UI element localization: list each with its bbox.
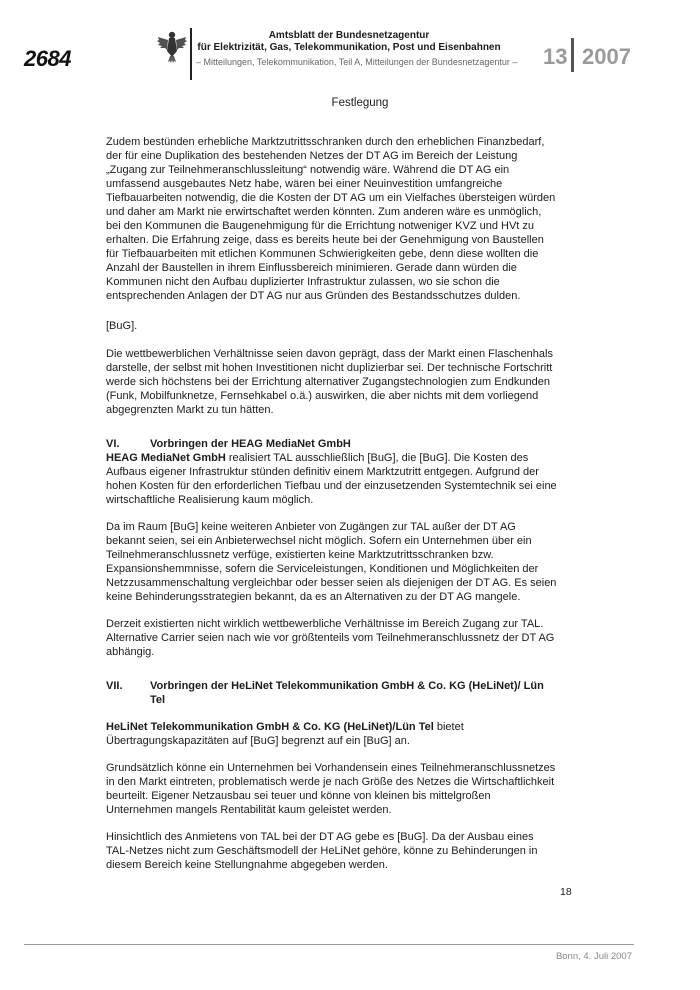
section-heading-vi bbox=[106, 437, 558, 451]
footer-date: Bonn, 4. Juli 2007 bbox=[555, 951, 632, 962]
paragraph: Da im Raum [BuG] keine weiteren Anbieter von Zugängen zur TAL außer der DT AG bekannt seien, sei ein Anbieterwechsel nicht möglich. Sofern ein Unternehmen über ein Teilnehmeranschlussnetz verfüge, existierten keine Marktzutrittsschranken bzw. Expansionshemmnisse, sofern die Serviceleistungen, Konditionen und Möglichkeiten der Netzzusammenschaltung vergleichbar oder besser seien als diejenigen der DT AG. Es seien keine Behinderungsstrategien bekannt, da es an Alternativen zu der DT AG mangele. bbox=[106, 521, 557, 603]
heading-text: Vorbringen der HeLiNet Telekommunikation GmbH & Co. KG (HeLiNet)/ Lün Tel bbox=[150, 680, 544, 706]
paragraph bbox=[106, 720, 558, 748]
paragraph-text: bietet Übertragungskapazitäten auf [BuG] begrenzt auf ein [BuG] an. bbox=[106, 721, 464, 747]
heading-number: VI. bbox=[106, 438, 120, 450]
paragraph: Die wettbewerblichen Verhältnisse seien davon geprägt, dass der Markt einen Flaschenhals darstelle, der selbst mit hohen Investitionen nicht duplizierbar sei. Der technische Fortschritt werde sich höchstens bei der Errichtung alternativer Zugangstechnologien zum Endkunden (Funk, Mobilfunknetze, Fernsehkabel o.ä.) auswirken, die aber nichts mit dem vorliegend abgegrenzten Markt zu tun hätten. bbox=[106, 348, 553, 416]
section-heading-vii bbox=[106, 679, 558, 707]
paragraph: Hinsichtlich des Anmietens von TAL bei der DT AG gebe es [BuG]. Da der Ausbau eines TAL-Netzes nicht zum Geschäftsmodell der HeLiNet gehöre, könne zu Behinderungen in diesem Bereich keine Stellungnahme abgegeben werden. bbox=[106, 831, 538, 871]
header-divider bbox=[190, 28, 192, 80]
company-name: HEAG MediaNet GmbH bbox=[106, 452, 226, 464]
issue-divider bbox=[571, 38, 574, 72]
page-number: 2684 bbox=[24, 46, 71, 71]
paragraph: [BuG]. bbox=[106, 320, 138, 332]
heading-number: VII. bbox=[106, 680, 123, 692]
journal-title: Amtsblatt der Bundesnetzagentur bbox=[268, 30, 430, 41]
page-index: 18 bbox=[560, 886, 572, 898]
paragraph: Zudem bestünden erhebliche Marktzutrittsschranken durch den erheblichen Finanzbedarf, der für eine Duplikation des bestehenden Netzes der DT AG im Bereich der Leistung „Zugang zur Teilnehmeranschlussleitung“ notwendig wäre. Während die DT AG ein umfassend ausgebautes Netz habe, wären bei einer Neuinvestition umfangreiche Tiefbauarbeiten notwendig, die die Kosten der DT AG um ein Vielfaches übersteigen würden und daher am Markt nie erwirtschaftet werden könnten. Zum anderen wäre es unmöglich, bei den Kommunen die Baugenehmigung für die Errichtung notweniger KVZ und HVt zu erhalten. Die Erfahrung zeige, dass es bereits heute bei der Genehmigung von Baustellen für Tiefbauarbeiten mit etlichen Kommunen Schwierigkeiten gebe, denn diese wollten die Anzahl der Baustellen in ihrem Einflussbereich minimieren. Gerade dann würden die Kommunen nicht den Aufbau duplizierter Infrastruktur zulassen, wo sie schon die entsprechenden Anlagen der DT AG nur aus Gründen des Bestandsschutzes dulden. bbox=[106, 136, 556, 302]
issue-number: 13 bbox=[543, 44, 568, 69]
paragraph: Derzeit existierten nicht wirklich wettbewerbliche Verhältnisse im Bereich Zugang zur TAL. Alternative Carrier seien nach wie vor größtenteils vom Teilnehmeranschlussnetz der DT AG abhängig. bbox=[106, 618, 555, 658]
footer-divider bbox=[24, 944, 634, 945]
journal-title-line2: für Elektrizität, Gas, Telekommunikation, Post und Eisenbahnen bbox=[197, 42, 501, 53]
paragraph bbox=[106, 451, 558, 507]
paragraph-text: realisiert TAL ausschließlich [BuG], die [BuG]. Die Kosten des Aufbaus eigener Infrastruktur stünden definitiv einem Marktzutritt entgegen. Aufgrund der hohen Kosten für den erforderlichen Tiefbau und der einzusetzenden Systemtechnik sei eine wirtschaftliche Realisierung kaum möglich. bbox=[106, 452, 557, 506]
body-text bbox=[106, 135, 558, 872]
issue-year: 2007 bbox=[582, 44, 631, 69]
journal-subtitle: – Mitteilungen, Telekommunikation, Teil A, Mitteilungen der Bundesnetzagentur – bbox=[196, 57, 518, 67]
section-title: Festlegung bbox=[331, 97, 389, 109]
company-name: HeLiNet Telekommunikation GmbH & Co. KG (HeLiNet)/Lün Tel bbox=[106, 721, 434, 733]
federal-eagle-icon bbox=[156, 29, 188, 65]
paragraph: Grundsätzlich könne ein Unternehmen bei Vorhandensein eines Teilnehmeranschlussnetzes in den Markt eintreten, problematisch werde je nach Größe des Netzes die Wirtschaftlichkeit beurteilt. Eigener Netzausbau sei teuer und könne von kleinen bis mittelgroßen Unternehmen mangels Rentabilität kaum geleistet werden. bbox=[106, 762, 556, 816]
heading-text: Vorbringen der HEAG MediaNet GmbH bbox=[150, 438, 351, 450]
